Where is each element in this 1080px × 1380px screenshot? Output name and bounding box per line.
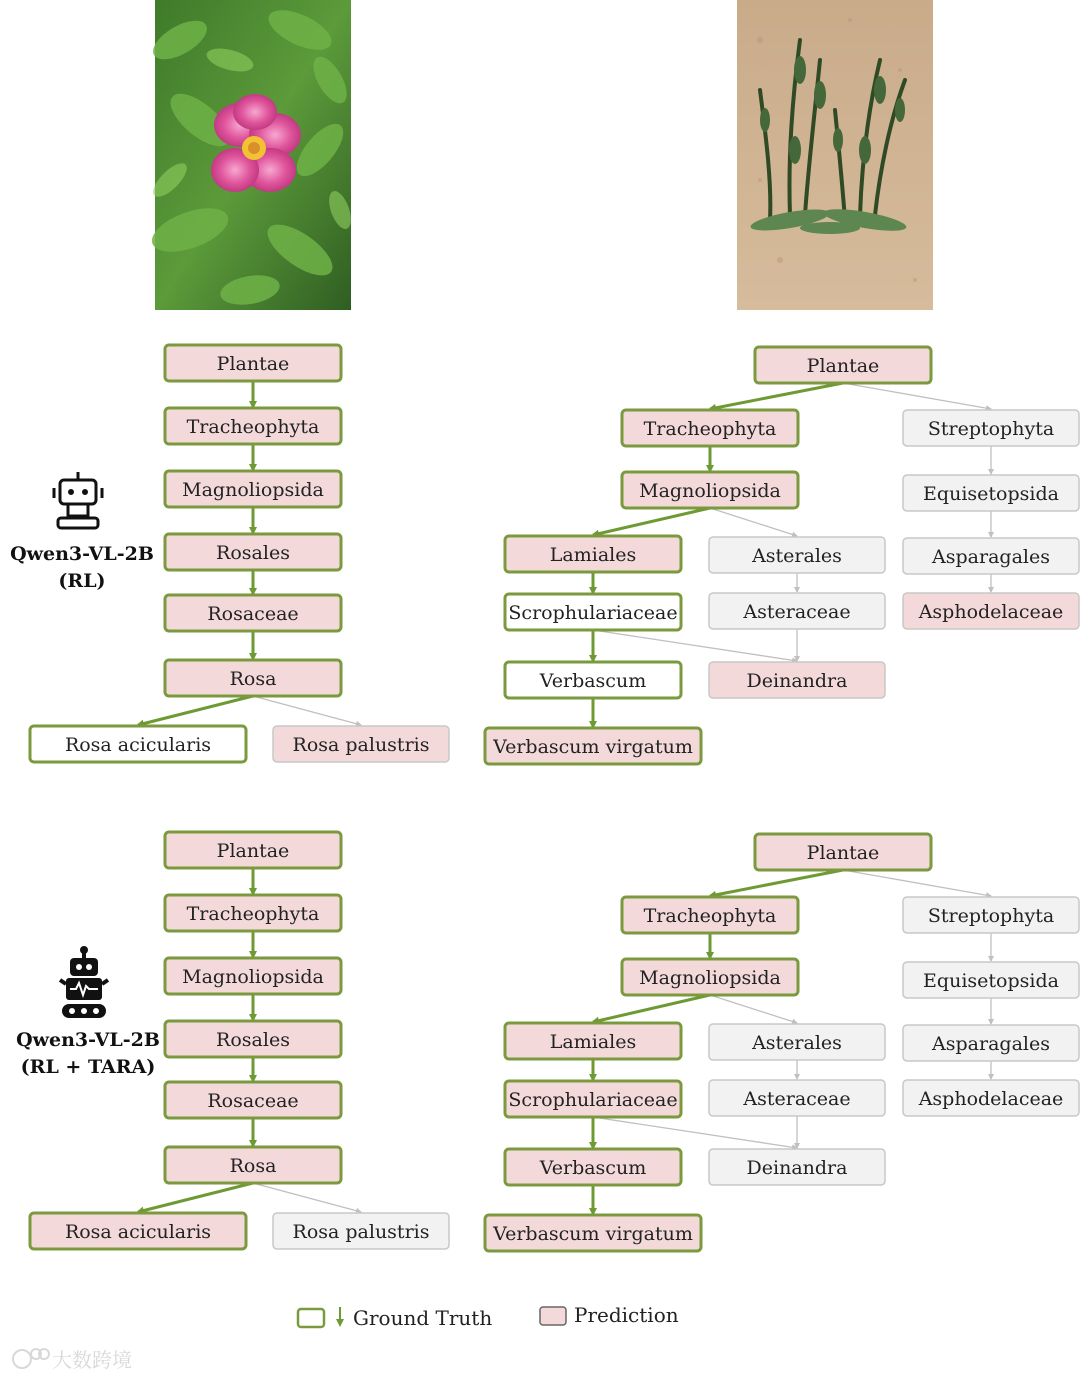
taxon-label: Tracheophyta <box>186 416 320 438</box>
edge-scrophulariaceae-to-deinandra <box>593 630 797 661</box>
taxon-label: Verbascum virgatum <box>493 736 693 758</box>
taxon-node-rosa-palustris <box>273 1213 449 1249</box>
wild-rose-photo <box>146 0 355 310</box>
model-label-rl <box>10 472 154 592</box>
taxon-label: Plantae <box>806 842 880 864</box>
taxon-label: Rosa acicularis <box>64 1221 212 1243</box>
taxon-node-plantae <box>165 345 341 381</box>
taxon-label: Magnoliopsida <box>182 966 324 988</box>
model-variant: (RL + TARA) <box>20 1056 156 1078</box>
taxon-node-plantae <box>165 832 341 868</box>
taxon-label: Plantae <box>806 355 880 377</box>
taxon-node-asterales <box>709 537 885 573</box>
taxon-label: Verbascum <box>539 1157 647 1179</box>
edge-scrophulariaceae-to-deinandra <box>593 1117 797 1148</box>
edge-rosa-to-rosa-palustris <box>253 1183 361 1212</box>
taxon-label: Rosales <box>216 542 290 564</box>
taxon-node-streptophyta <box>903 410 1079 446</box>
taxon-node-asteraceae <box>709 593 885 629</box>
taxon-node-streptophyta <box>903 897 1079 933</box>
taxon-label: Scrophulariaceae <box>508 602 678 624</box>
taxon-node-tracheophyta <box>622 897 798 933</box>
taxon-node-magnoliopsida <box>165 471 341 507</box>
taxon-label: Asphodelaceae <box>918 601 1064 623</box>
taxon-node-verbascum-virgatum <box>485 728 701 764</box>
taxon-node-asterales <box>709 1024 885 1060</box>
edge-plantae-to-streptophyta <box>843 870 991 896</box>
taxon-label: Streptophyta <box>927 418 1055 440</box>
taxon-node-tracheophyta <box>622 410 798 446</box>
taxon-label: Rosaceae <box>207 1090 299 1112</box>
model-label-rl-tara <box>16 946 160 1078</box>
taxon-node-rosa-acicularis <box>30 726 246 762</box>
watermark-text: 大数跨境 <box>52 1348 132 1372</box>
edge-rosa-to-rosa-acicularis <box>138 696 253 725</box>
edge-magnoliopsida-to-lamiales <box>593 508 710 535</box>
edge-plantae-to-streptophyta <box>843 383 991 409</box>
taxon-label: Magnoliopsida <box>639 967 781 989</box>
taxon-node-rosaceae <box>165 595 341 631</box>
taxon-node-rosa-palustris <box>273 726 449 762</box>
legend-ground-truth-swatch <box>298 1309 324 1327</box>
taxon-node-scrophulariaceae <box>505 594 681 630</box>
edge-magnoliopsida-to-asterales <box>710 508 797 536</box>
taxon-label: Streptophyta <box>927 905 1055 927</box>
taxon-label: Verbascum <box>539 670 647 692</box>
taxon-label: Lamiales <box>549 544 637 566</box>
edge-magnoliopsida-to-asterales <box>710 995 797 1023</box>
taxon-label: Rosa <box>229 668 277 690</box>
taxon-label: Magnoliopsida <box>182 479 324 501</box>
taxon-node-equisetopsida <box>903 475 1079 511</box>
edge-rosa-to-rosa-acicularis <box>138 1183 253 1212</box>
legend <box>298 1303 679 1330</box>
taxon-node-verbascum-virgatum <box>485 1215 701 1251</box>
edge-plantae-to-tracheophyta <box>710 383 843 409</box>
taxon-node-tracheophyta <box>165 895 341 931</box>
taxon-label: Equisetopsida <box>923 483 1059 505</box>
taxon-label: Rosa <box>229 1155 277 1177</box>
edge-magnoliopsida-to-lamiales <box>593 995 710 1022</box>
taxon-label: Asterales <box>752 1032 842 1054</box>
legend-prediction-label: Prediction <box>574 1303 679 1327</box>
taxon-label: Rosa acicularis <box>64 734 212 756</box>
taxon-node-magnoliopsida <box>622 959 798 995</box>
taxon-node-rosa-acicularis <box>30 1213 246 1249</box>
taxon-label: Magnoliopsida <box>639 480 781 502</box>
taxon-node-rosales <box>165 534 341 570</box>
taxon-node-magnoliopsida <box>622 472 798 508</box>
taxon-node-magnoliopsida <box>165 958 341 994</box>
edge-plantae-to-tracheophyta <box>710 870 843 896</box>
model-name: Qwen3-VL-2B <box>10 543 154 565</box>
edge-rosa-to-rosa-palustris <box>253 696 361 725</box>
taxon-label: Tracheophyta <box>643 418 777 440</box>
model-variant: (RL) <box>58 570 106 592</box>
taxon-label: Asterales <box>752 545 842 567</box>
taxon-node-plantae <box>755 834 931 870</box>
taxon-label: Asparagales <box>932 1033 1050 1055</box>
taxon-label: Asteraceae <box>743 601 851 623</box>
taxon-node-asparagales <box>903 538 1079 574</box>
legend-prediction-swatch <box>540 1307 566 1325</box>
taxon-label: Rosa palustris <box>292 734 430 756</box>
taxon-node-tracheophyta <box>165 408 341 444</box>
taxon-node-rosales <box>165 1021 341 1057</box>
taxon-label: Plantae <box>216 353 290 375</box>
taxon-label: Asparagales <box>932 546 1050 568</box>
watermark-logo-icon <box>13 1349 49 1368</box>
taxon-label: Tracheophyta <box>643 905 777 927</box>
robot-filled-icon <box>60 946 108 1018</box>
taxon-node-verbascum <box>505 662 681 698</box>
taxon-label: Rosales <box>216 1029 290 1051</box>
taxon-node-rosa <box>165 1147 341 1183</box>
taxon-node-asphodelaceae <box>903 593 1079 629</box>
taxon-label: Plantae <box>216 840 290 862</box>
taxon-node-asteraceae <box>709 1080 885 1116</box>
taxon-label: Tracheophyta <box>186 903 320 925</box>
taxon-node-equisetopsida <box>903 962 1079 998</box>
taxon-label: Deinandra <box>746 670 848 692</box>
taxon-node-scrophulariaceae <box>505 1081 681 1117</box>
taxon-node-deinandra <box>709 662 885 698</box>
taxon-label: Asteraceae <box>743 1088 851 1110</box>
taxon-label: Deinandra <box>746 1157 848 1179</box>
model-name: Qwen3-VL-2B <box>16 1029 160 1051</box>
taxon-label: Lamiales <box>549 1031 637 1053</box>
taxon-node-plantae <box>755 347 931 383</box>
watermark <box>13 1348 132 1372</box>
legend-ground-truth-label: Ground Truth <box>353 1306 493 1330</box>
taxon-node-asphodelaceae <box>903 1080 1079 1116</box>
taxon-label: Asphodelaceae <box>918 1088 1064 1110</box>
taxon-label: Rosa palustris <box>292 1221 430 1243</box>
taxon-node-deinandra <box>709 1149 885 1185</box>
taxon-label: Scrophulariaceae <box>508 1089 678 1111</box>
taxon-node-lamiales <box>505 536 681 572</box>
taxon-label: Verbascum virgatum <box>493 1223 693 1245</box>
taxon-node-asparagales <box>903 1025 1079 1061</box>
taxon-node-rosa <box>165 660 341 696</box>
taxon-label: Rosaceae <box>207 603 299 625</box>
taxon-node-lamiales <box>505 1023 681 1059</box>
mullein-plant-photo <box>737 0 933 310</box>
robot-outline-icon <box>54 472 102 528</box>
taxon-node-rosaceae <box>165 1082 341 1118</box>
taxon-label: Equisetopsida <box>923 970 1059 992</box>
taxon-node-verbascum <box>505 1149 681 1185</box>
